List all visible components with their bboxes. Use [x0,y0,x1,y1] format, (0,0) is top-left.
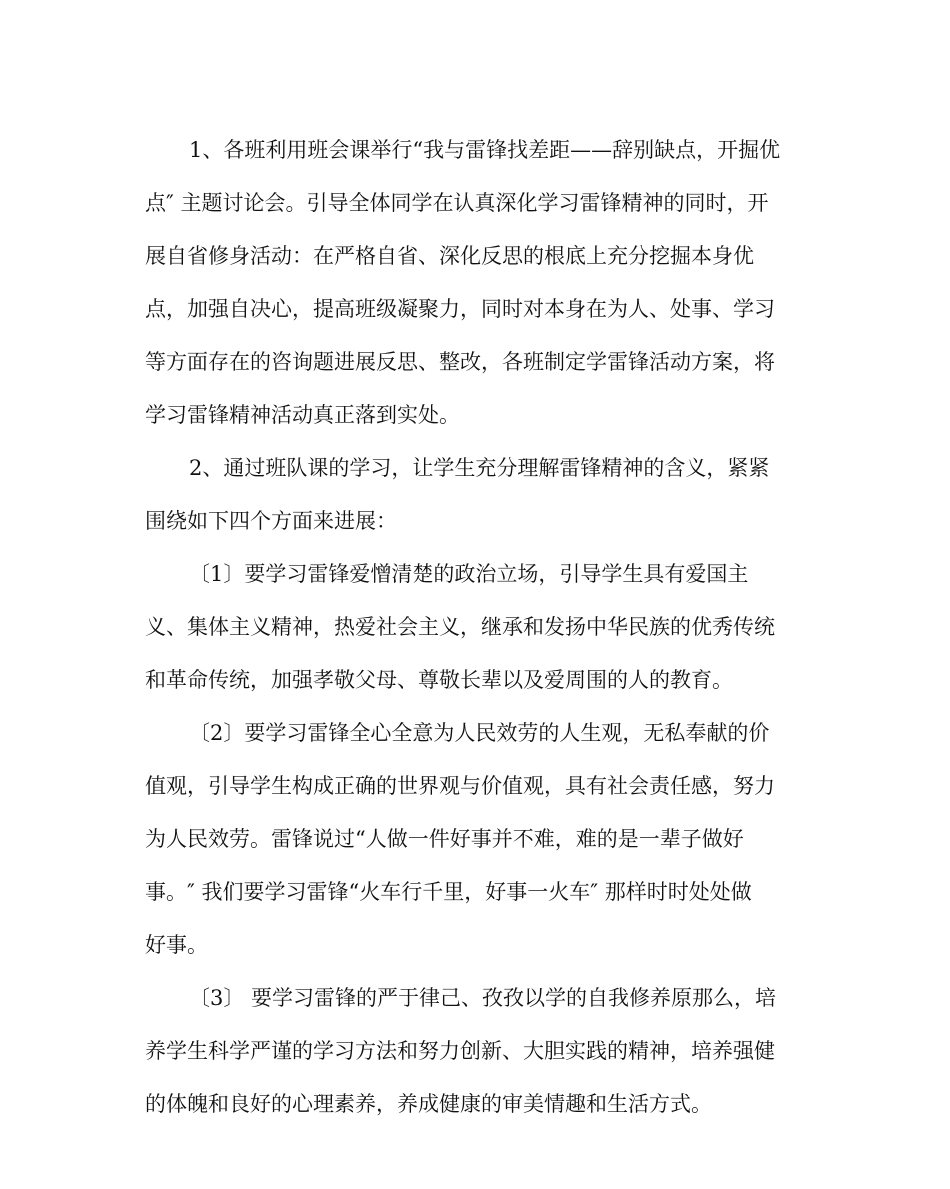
paragraph-line: 〔2〕要学习雷锋全心全意为人民效劳的人生观，无私奉献的价 [189,721,770,745]
paragraph-line: 养学生科学严谨的学习方法和努力创新、大胆实践的精神，培养强健 [145,1039,775,1063]
paragraph-1 [145,124,805,442]
paragraph-2 [145,442,805,548]
paragraph-line: 〔3〕 要学习雷锋的严于律己、孜孜以学的自我修养原那么，培 [189,986,777,1010]
paragraph-line: 围绕如下四个方面来进展： [145,509,397,533]
paragraph-item-3 [145,972,805,1131]
paragraph-line: 好事。 [145,933,208,957]
paragraph-item-2 [145,707,805,972]
paragraph-line: 义、集体主义精神，热爱社会主义，继承和发扬中华民族的优秀传统 [145,615,775,639]
paragraph-line: 点″ 主题讨论会。引导全体同学在认真深化学习雷锋精神的同时，开 [145,191,769,215]
paragraph-line: 2、通过班队课的学习，让学生充分理解雷锋精神的含义，紧紧 [189,456,770,480]
paragraph-line: 为人民效劳。雷锋说过“人做一件好事并不难，难的是一辈子做好 [145,827,744,851]
paragraph-line: 展自省修身活动：在严格自省、深化反思的根底上充分挖掘本身优 [145,244,754,268]
paragraph-line: 等方面存在的咨询题进展反思、整改，各班制定学雷锋活动方案，将 [145,350,775,374]
paragraph-line: 事。″ 我们要学习雷锋“火车行千里，好事一火车″ 那样时时处处做 [145,880,752,904]
paragraph-line: 和革命传统，加强孝敬父母、尊敬长辈以及爱周围的人的教育。 [145,668,733,692]
paragraph-line: 1、各班利用班会课举行“我与雷锋找差距——辞别缺点，开掘优 [189,138,781,162]
paragraph-item-1 [145,548,805,707]
paragraph-line: 的体魄和良好的心理素养，养成健康的审美情趣和生活方式。 [145,1092,712,1116]
paragraph-line: 点，加强自决心，提高班级凝聚力，同时对本身在为人、处事、学习 [145,297,775,321]
paragraph-line: 学习雷锋精神活动真正落到实处。 [145,403,460,427]
paragraph-line: 值观，引导学生构成正确的世界观与价值观，具有社会责任感，努力 [145,774,775,798]
document-body [145,124,805,1131]
paragraph-line: 〔1〕要学习雷锋爱憎清楚的政治立场，引导学生具有爱国主 [189,562,749,586]
